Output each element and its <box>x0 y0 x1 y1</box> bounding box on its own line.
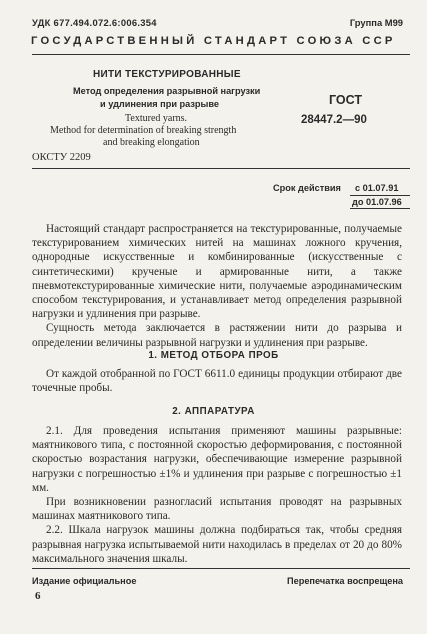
group-code: Группа М99 <box>349 17 403 28</box>
section-2-heading: 2. АППАРАТУРА <box>172 406 255 417</box>
page-number: 6 <box>35 590 41 602</box>
state-standard-title: ГОСУДАРСТВЕННЫЙ СТАНДАРТ СОЮЗА ССР <box>31 35 396 47</box>
section-2-paragraph-disputes: При возникновении разногласий испытания проводят на разрывных машинах маятникового типа. <box>32 496 402 523</box>
english-title-line2: Method for determination of breaking strength <box>50 125 237 136</box>
validity-divider <box>350 195 410 196</box>
okstu-code: ОКСТУ 2209 <box>32 152 91 163</box>
validity-from: с 01.07.91 <box>355 183 399 193</box>
gost-number: 28447.2—90 <box>301 114 367 126</box>
section-1-heading: 1. МЕТОД ОТБОРА ПРОБ <box>148 350 279 361</box>
section-1-paragraph: От каждой отобранной по ГОСТ 6611.0 единицы продукции отбирают две точечные пробы. <box>32 368 402 395</box>
edition-note: Издание официальное <box>32 576 137 586</box>
validity-to: до 01.07.96 <box>352 197 402 207</box>
intro-paragraph-essence: Сущность метода заключается в растяжении нити до разрыва и определении величины разрывной нагрузки и удлинения при разрыве. <box>32 322 402 349</box>
udk-code: УДК 677.494.072.6:006.354 <box>32 17 157 28</box>
section-2-text <box>32 424 402 566</box>
validity-label: Срок действия <box>273 183 341 193</box>
intro-text <box>32 222 402 350</box>
intro-paragraph-scope: Настоящий стандарт распространяется на текстурированные, получаемые текстурированием химических нитей на машинах ложного кручения, однородные искусственные и комбинированные (искусственные с синтетическими) крученые и армированные нити, а также пневмотекстурированные химические нити, получаемые аэродинамическим способом текстурирования, и устанавливает метод определения разрывной нагрузки и удлинения при разрыве. <box>32 223 402 321</box>
standard-subtitle-line2: и удлинения при разрыве <box>100 99 220 109</box>
identity-rule <box>32 168 410 169</box>
section-2-paragraph-2-2: 2.2. Шкала нагрузок машины должна подбираться так, чтобы средняя разрывная нагрузка испытываемой нити находилась в пределах от 20 до 80% максимального значения шкалы. <box>32 524 402 565</box>
reprint-note: Перепечатка воспрещена <box>287 576 403 586</box>
english-title-line1: Textured yarns. <box>125 113 188 124</box>
section-2-paragraph-2-1: 2.1. Для проведения испытания применяют машины разрывные: маятникового типа, с постоянной скоростью деформирования, с постоянной скоростью возрастания нагрузки, обеспечивающие измерение разрывной нагрузки с погрешностью ±1% и удлинения при разрыве с погрешностью ±1 мм. <box>32 425 402 494</box>
header-rule <box>32 54 410 55</box>
standard-subtitle-line1: Метод определения разрывной нагрузки <box>73 86 261 96</box>
validity-underline <box>350 208 410 209</box>
section-1-text <box>32 367 402 395</box>
standard-name: НИТИ ТЕКСТУРИРОВАННЫЕ <box>93 69 241 80</box>
footer-rule <box>32 568 410 569</box>
english-title-line3: and breaking elongation <box>103 137 200 148</box>
gost-label: ГОСТ <box>329 93 362 107</box>
